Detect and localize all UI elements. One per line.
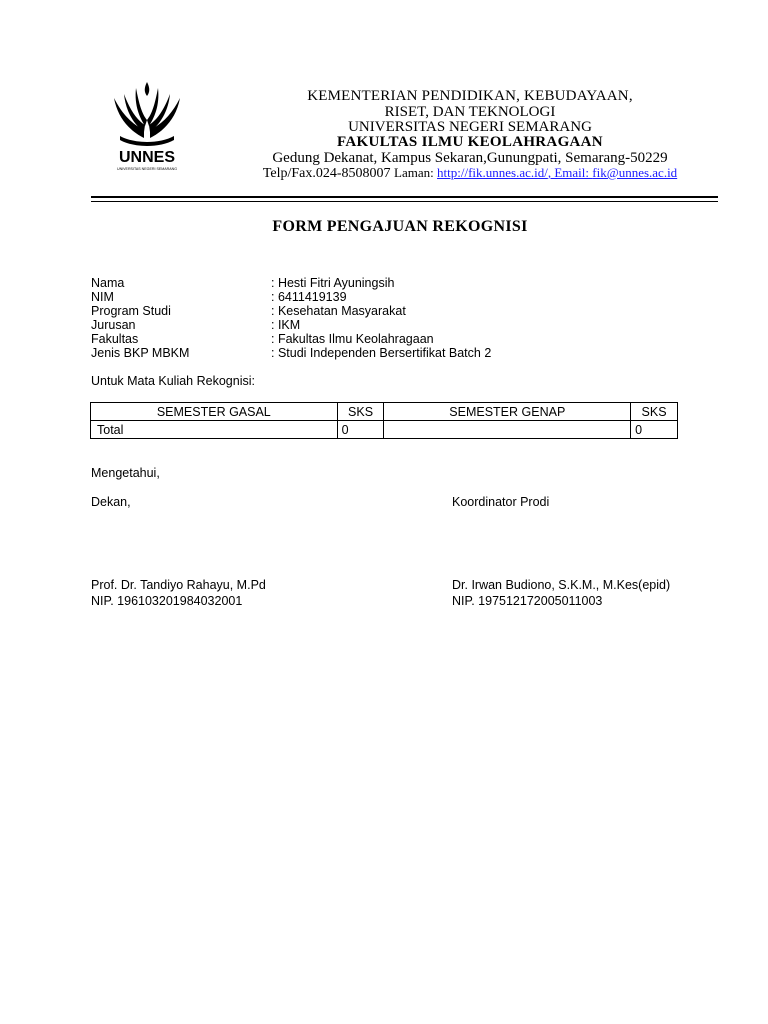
field-label-nim: NIM	[91, 290, 114, 304]
header-sks-gasal: SKS	[337, 403, 384, 421]
course-intro: Untuk Mata Kuliah Rekognisi:	[91, 374, 255, 388]
header-divider-thin	[91, 201, 718, 202]
koordinator-name: Dr. Irwan Budiono, S.K.M., M.Kes(epid)	[452, 578, 671, 592]
contact-line	[220, 165, 720, 182]
mengetahui-text: Mengetahui,	[91, 466, 160, 480]
form-title: FORM PENGAJUAN REKOGNISI	[272, 218, 528, 235]
header-sks-genap: SKS	[631, 403, 678, 421]
table-header-row	[91, 403, 678, 421]
logo-text: UNNES	[118, 149, 176, 166]
header-semester-genap: SEMESTER GENAP	[384, 403, 631, 421]
field-label-nama: Nama	[91, 276, 125, 290]
recognition-table	[90, 402, 678, 439]
field-label-jenis-bkp: Jenis BKP MBKM	[91, 346, 190, 360]
total-label: Total	[91, 421, 338, 439]
laman-label: Laman:	[394, 165, 438, 180]
ministry-line-1: KEMENTERIAN PENDIDIKAN, KEBUDAYAAN,	[307, 88, 633, 104]
ministry-line-2: RISET, DAN TEKNOLOGI	[384, 104, 556, 120]
dekan-nip: NIP. 196103201984032001	[91, 594, 243, 608]
email-separator: , Email:	[547, 165, 593, 180]
field-label-fakultas: Fakultas	[91, 332, 139, 346]
email-link[interactable]: fik@unnes.ac.id	[592, 165, 678, 180]
header-semester-gasal: SEMESTER GASAL	[91, 403, 338, 421]
total-semester-genap	[384, 421, 631, 439]
logo-subtext: UNIVERSITAS NEGERI SEMARANG	[116, 167, 178, 171]
field-label-jurusan: Jurusan	[91, 318, 136, 332]
field-value-nim: : 6411419139	[271, 290, 347, 304]
koordinator-nip: NIP. 197512172005011003	[452, 594, 603, 608]
dekan-role: Dekan,	[91, 495, 131, 509]
field-value-nama: : Hesti Fitri Ayuningsih	[271, 276, 395, 290]
field-label-program-studi: Program Studi	[91, 304, 171, 318]
total-sks-genap: 0	[631, 421, 678, 439]
field-value-program-studi: : Kesehatan Masyarakat	[271, 304, 406, 318]
university-name: UNIVERSITAS NEGERI SEMARANG	[348, 119, 592, 135]
koordinator-role: Koordinator Prodi	[452, 495, 550, 509]
faculty-name: FAKULTAS ILMU KEOLAHRAGAAN	[337, 134, 603, 150]
website-link[interactable]: http://fik.unnes.ac.id/	[437, 165, 548, 180]
address-line: Gedung Dekanat, Kampus Sekaran,Gunungpati, Semarang-50229	[272, 150, 668, 166]
total-sks-gasal: 0	[337, 421, 384, 439]
field-value-jenis-bkp: : Studi Independen Bersertifikat Batch 2	[271, 346, 492, 360]
field-value-jurusan: : IKM	[271, 318, 301, 332]
header-divider-thick	[91, 196, 718, 198]
field-value-fakultas: : Fakultas Ilmu Keolahragaan	[271, 332, 434, 346]
phone-text: Telp/Fax.024-8508007	[262, 166, 395, 181]
dekan-name: Prof. Dr. Tandiyo Rahayu, M.Pd	[91, 578, 266, 592]
unnes-logo	[104, 80, 190, 172]
table-total-row	[91, 421, 678, 439]
